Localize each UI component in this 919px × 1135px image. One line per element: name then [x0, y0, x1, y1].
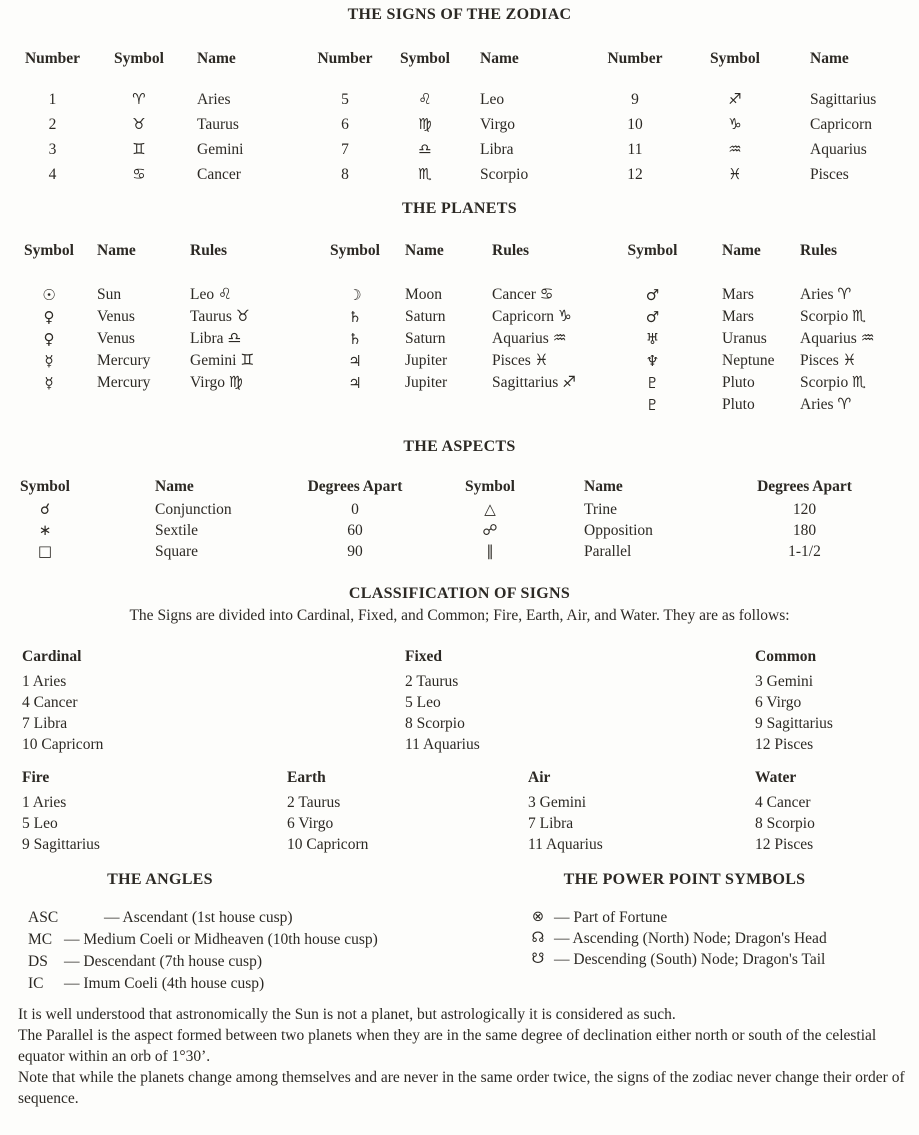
planet-name: Mars [722, 308, 754, 325]
planet-rules: Leo ♌ [190, 286, 232, 303]
col-header-symbol: Symbol [400, 50, 450, 67]
group-item: 5 Leo [405, 694, 441, 711]
planet-rules: Taurus ♉ [190, 308, 250, 325]
group-item: 1 Aries [22, 673, 67, 690]
pisces-icon: ♓ [728, 165, 742, 183]
angle-abbr: ASC [28, 909, 59, 926]
signs-rows [300, 87, 590, 187]
angles-section-title: THE ANGLES [107, 871, 213, 888]
aspect-name: Conjunction [155, 501, 232, 518]
group-label: Air [528, 769, 551, 786]
angle-desc: — Medium Coeli or Midheaven (10th house cusp) [64, 931, 378, 948]
angle-abbr: DS [28, 953, 48, 970]
group-label: Water [755, 769, 797, 786]
planet-rules: Capricorn ♑ [492, 308, 572, 325]
aspects-table-group-2 [440, 478, 919, 562]
sign-number: 5 [341, 91, 349, 108]
group-item: 11 Aquarius [405, 736, 480, 753]
sign-name: Gemini [197, 141, 244, 158]
planet-rules: Scorpio ♏ [800, 308, 866, 325]
aspects-header-row [440, 478, 919, 496]
planet-rules: Pisces ♓ [492, 352, 549, 369]
planets-rows [320, 284, 605, 394]
sign-number: 2 [48, 116, 57, 133]
group-label: Fire [22, 769, 50, 786]
element-group-air [528, 767, 603, 855]
col-header-name: Name [810, 50, 849, 67]
libra-icon: ♎ [418, 140, 432, 158]
pluto-icon: ♇ [645, 374, 660, 392]
jupiter-icon: ♃ [348, 374, 362, 392]
group-item: 7 Libra [528, 815, 574, 832]
col-header-rules: Rules [190, 242, 228, 259]
angle-abbr: MC [28, 931, 53, 948]
aspect-name: Trine [584, 501, 618, 518]
aquarius-icon: ♒ [728, 140, 742, 158]
sun-icon: ☉ [42, 286, 56, 304]
opposition-icon: ☍ [482, 521, 498, 539]
planet-rules: Aquarius ♒ [492, 330, 567, 347]
col-header-degrees: Degrees Apart [307, 478, 403, 495]
sign-number: 10 [627, 116, 643, 133]
group-item: 3 Gemini [528, 794, 587, 811]
mars-icon: ♂ [645, 308, 660, 326]
signs-rows [590, 87, 890, 187]
angle-desc: — Ascendant (1st house cusp) [104, 909, 293, 926]
col-header-name: Name [197, 50, 236, 67]
aspect-name: Parallel [584, 543, 632, 560]
part-of-fortune-icon: ⊗ [531, 909, 545, 925]
angle-desc: — Descendant (7th house cusp) [64, 953, 263, 970]
col-header-symbol: Symbol [627, 242, 678, 259]
planet-rules: Sagittarius ♐ [492, 374, 577, 391]
planet-rules: Aries ♈ [800, 286, 852, 303]
group-label: Earth [287, 769, 326, 786]
col-header-symbol: Symbol [710, 50, 760, 67]
angle-abbr: IC [28, 975, 44, 992]
element-group-fire [22, 767, 100, 855]
signs-rows [10, 87, 300, 187]
aspects-rows [440, 499, 919, 562]
col-header-name: Name [584, 478, 623, 495]
aspect-name: Opposition [584, 522, 653, 539]
sign-name: Cancer [197, 166, 241, 183]
planet-rules: Virgo ♍ [190, 374, 243, 391]
planet-name: Moon [405, 286, 443, 303]
group-item: 10 Capricorn [287, 836, 369, 853]
mercury-icon: ☿ [44, 352, 54, 370]
col-header-symbol: Symbol [114, 50, 164, 67]
group-item: 9 Sagittarius [755, 715, 833, 732]
element-group-water [755, 767, 815, 855]
sagittarius-icon: ♐ [728, 90, 742, 108]
planet-rules: Aquarius ♒ [800, 330, 875, 347]
col-header-rules: Rules [492, 242, 530, 259]
square-icon: □ [37, 542, 53, 560]
group-label: Fixed [405, 648, 443, 665]
sign-name: Capricorn [810, 116, 872, 133]
element-group-earth [287, 767, 368, 855]
col-header-name: Name [722, 242, 761, 259]
signs-table-group-3 [590, 50, 890, 187]
sign-number: 9 [631, 91, 639, 108]
col-header-number: Number [317, 50, 373, 67]
group-item: 6 Virgo [287, 815, 334, 832]
jupiter-icon: ♃ [348, 352, 362, 370]
planets-rows [615, 284, 919, 416]
planet-name: Neptune [722, 352, 775, 369]
south-node-icon: ☋ [531, 951, 545, 967]
planet-name: Uranus [722, 330, 767, 347]
aspect-degrees: 1-1/2 [788, 543, 821, 560]
venus-icon: ♀ [43, 308, 55, 326]
planet-rules: Cancer ♋ [492, 286, 554, 303]
pluto-icon: ♇ [645, 396, 660, 414]
group-label: Cardinal [22, 648, 82, 665]
scorpio-icon: ♏ [418, 165, 432, 183]
planets-header-row [15, 242, 310, 260]
footnotes [18, 1004, 917, 1109]
planet-name: Mercury [97, 352, 151, 369]
sign-number: 3 [48, 141, 57, 158]
group-item: 8 Scorpio [755, 815, 815, 832]
planet-rules: Libra ♎ [190, 330, 242, 347]
neptune-icon: ♆ [645, 352, 660, 370]
quality-group-fixed [405, 646, 480, 755]
group-item: 6 Virgo [755, 694, 802, 711]
signs-header-row [10, 50, 300, 68]
planet-rules: Pisces ♓ [800, 352, 857, 369]
signs-section-title: THE SIGNS OF THE ZODIAC [347, 6, 572, 23]
group-item: 5 Leo [22, 815, 58, 832]
planets-header-row [615, 242, 919, 260]
note-paragraph: The Parallel is the aspect formed between two planets when they are in the same degree of declination either north or south of the celestial equator within an orb of 1°30’. [18, 1027, 877, 1065]
sextile-icon: ∗ [38, 521, 52, 539]
trine-icon: △ [484, 500, 496, 518]
planets-table-group-1 [15, 242, 310, 394]
aspects-rows [15, 499, 440, 562]
signs-header-row [300, 50, 590, 68]
taurus-icon: ♉ [132, 115, 146, 133]
quality-group-cardinal [22, 646, 103, 755]
aspect-degrees: 120 [792, 501, 817, 518]
aspect-degrees: 180 [792, 522, 817, 539]
power-point-desc: — Ascending (North) Node; Dragon's Head [554, 930, 827, 947]
gemini-icon: ♊ [132, 140, 146, 158]
planet-name: Pluto [722, 396, 755, 413]
group-item: 4 Cancer [22, 694, 78, 711]
col-header-symbol: Symbol [20, 478, 70, 495]
angle-desc: — Imum Coeli (4th house cusp) [64, 975, 265, 992]
aspect-degrees: 60 [347, 522, 363, 539]
quality-group-common [755, 646, 833, 755]
aspects-header-row [15, 478, 440, 496]
sign-number: 8 [341, 166, 349, 183]
sign-name: Libra [480, 141, 514, 158]
sign-number: 7 [341, 141, 349, 158]
sign-number: 6 [341, 116, 349, 133]
col-header-name: Name [405, 242, 444, 259]
group-label: Common [755, 648, 817, 665]
signs-table-group-2 [300, 50, 590, 187]
planet-rules: Aries ♈ [800, 396, 852, 413]
sign-name: Leo [480, 91, 505, 108]
capricorn-icon: ♑ [728, 115, 742, 133]
note-paragraph: It is well understood that astronomically the Sun is not a planet, but astrologically it is considered as such. [18, 1006, 676, 1023]
planet-name: Saturn [405, 330, 446, 347]
sign-number: 1 [48, 91, 57, 108]
sign-name: Aquarius [810, 141, 867, 158]
group-item: 1 Aries [22, 794, 67, 811]
planet-rules: Scorpio ♏ [800, 374, 866, 391]
sign-name: Aries [197, 91, 231, 108]
planet-rules: Gemini ♊ [190, 352, 255, 369]
mars-icon: ♂ [645, 286, 660, 304]
group-item: 2 Taurus [405, 673, 459, 690]
sign-number: 12 [627, 166, 643, 183]
cancer-icon: ♋ [132, 165, 146, 183]
aspects-table-group-1 [15, 478, 440, 562]
power-point-desc: — Part of Fortune [554, 909, 668, 926]
virgo-icon: ♍ [418, 115, 432, 133]
planet-name: Mercury [97, 374, 151, 391]
aspect-degrees: 0 [351, 501, 359, 518]
group-item: 2 Taurus [287, 794, 341, 811]
planet-name: Mars [722, 286, 754, 303]
aspect-degrees: 90 [347, 543, 363, 560]
planet-name: Saturn [405, 308, 446, 325]
aspect-name: Sextile [155, 522, 199, 539]
planet-name: Venus [97, 330, 135, 347]
planet-name: Sun [97, 286, 122, 303]
uranus-icon: ♅ [645, 330, 660, 348]
sign-number: 4 [48, 166, 57, 183]
group-item: 10 Capricorn [22, 736, 104, 753]
venus-icon: ♀ [43, 330, 55, 348]
power-points-list [522, 907, 917, 970]
sign-name: Sagittarius [810, 91, 877, 108]
note-paragraph: Note that while the planets change among themselves and are never in the same order twice, the signs of the zodiac never change their order of sequence. [18, 1069, 905, 1107]
conjunction-icon: ☌ [39, 500, 51, 518]
col-header-name: Name [97, 242, 136, 259]
group-item: 8 Scorpio [405, 715, 465, 732]
sign-name: Taurus [197, 116, 239, 133]
planets-table-group-2 [320, 242, 605, 394]
parallel-icon: ∥ [486, 542, 494, 560]
col-header-symbol: Symbol [330, 242, 380, 259]
north-node-icon: ☊ [531, 930, 545, 946]
leo-icon: ♌ [418, 90, 432, 108]
col-header-name: Name [155, 478, 194, 495]
saturn-icon: ♄ [348, 308, 362, 326]
col-header-symbol: Symbol [465, 478, 515, 495]
planet-name: Jupiter [405, 352, 448, 369]
saturn-icon: ♄ [348, 330, 362, 348]
group-item: 3 Gemini [755, 673, 814, 690]
group-item: 7 Libra [22, 715, 68, 732]
group-item: 9 Sagittarius [22, 836, 100, 853]
col-header-name: Name [480, 50, 519, 67]
group-item: 12 Pisces [755, 836, 814, 853]
aries-icon: ♈ [132, 90, 146, 108]
planets-table-group-3 [615, 242, 919, 416]
col-header-symbol: Symbol [24, 242, 74, 259]
classification-section-title: CLASSIFICATION OF SIGNS [348, 585, 571, 602]
planets-header-row [320, 242, 605, 260]
classification-intro: The Signs are divided into Cardinal, Fixed, and Common; Fire, Earth, Air, and Water. They are as follows: [129, 607, 790, 624]
col-header-number: Number [24, 50, 81, 67]
sign-name: Virgo [480, 116, 515, 133]
signs-table-group-1 [10, 50, 300, 187]
aspect-name: Square [155, 543, 199, 560]
planet-name: Jupiter [405, 374, 448, 391]
signs-header-row [590, 50, 890, 68]
moon-icon: ☽ [348, 286, 362, 304]
col-header-degrees: Degrees Apart [757, 478, 852, 495]
planet-name: Venus [97, 308, 135, 325]
group-item: 12 Pisces [755, 736, 814, 753]
angles-list [28, 907, 458, 995]
col-header-rules: Rules [800, 242, 838, 259]
col-header-number: Number [607, 50, 663, 67]
planet-name: Pluto [722, 374, 755, 391]
group-item: 11 Aquarius [528, 836, 603, 853]
planets-rows [15, 284, 310, 394]
sign-number: 11 [627, 141, 643, 158]
power-point-desc: — Descending (South) Node; Dragon's Tail [554, 951, 826, 968]
aspects-section-title: THE ASPECTS [403, 438, 516, 455]
sign-name: Scorpio [480, 166, 529, 183]
sign-name: Pisces [810, 166, 849, 183]
planets-section-title: THE PLANETS [402, 200, 517, 217]
mercury-icon: ☿ [44, 374, 54, 392]
power-points-section-title: THE POWER POINT SYMBOLS [563, 871, 806, 888]
group-item: 4 Cancer [755, 794, 811, 811]
